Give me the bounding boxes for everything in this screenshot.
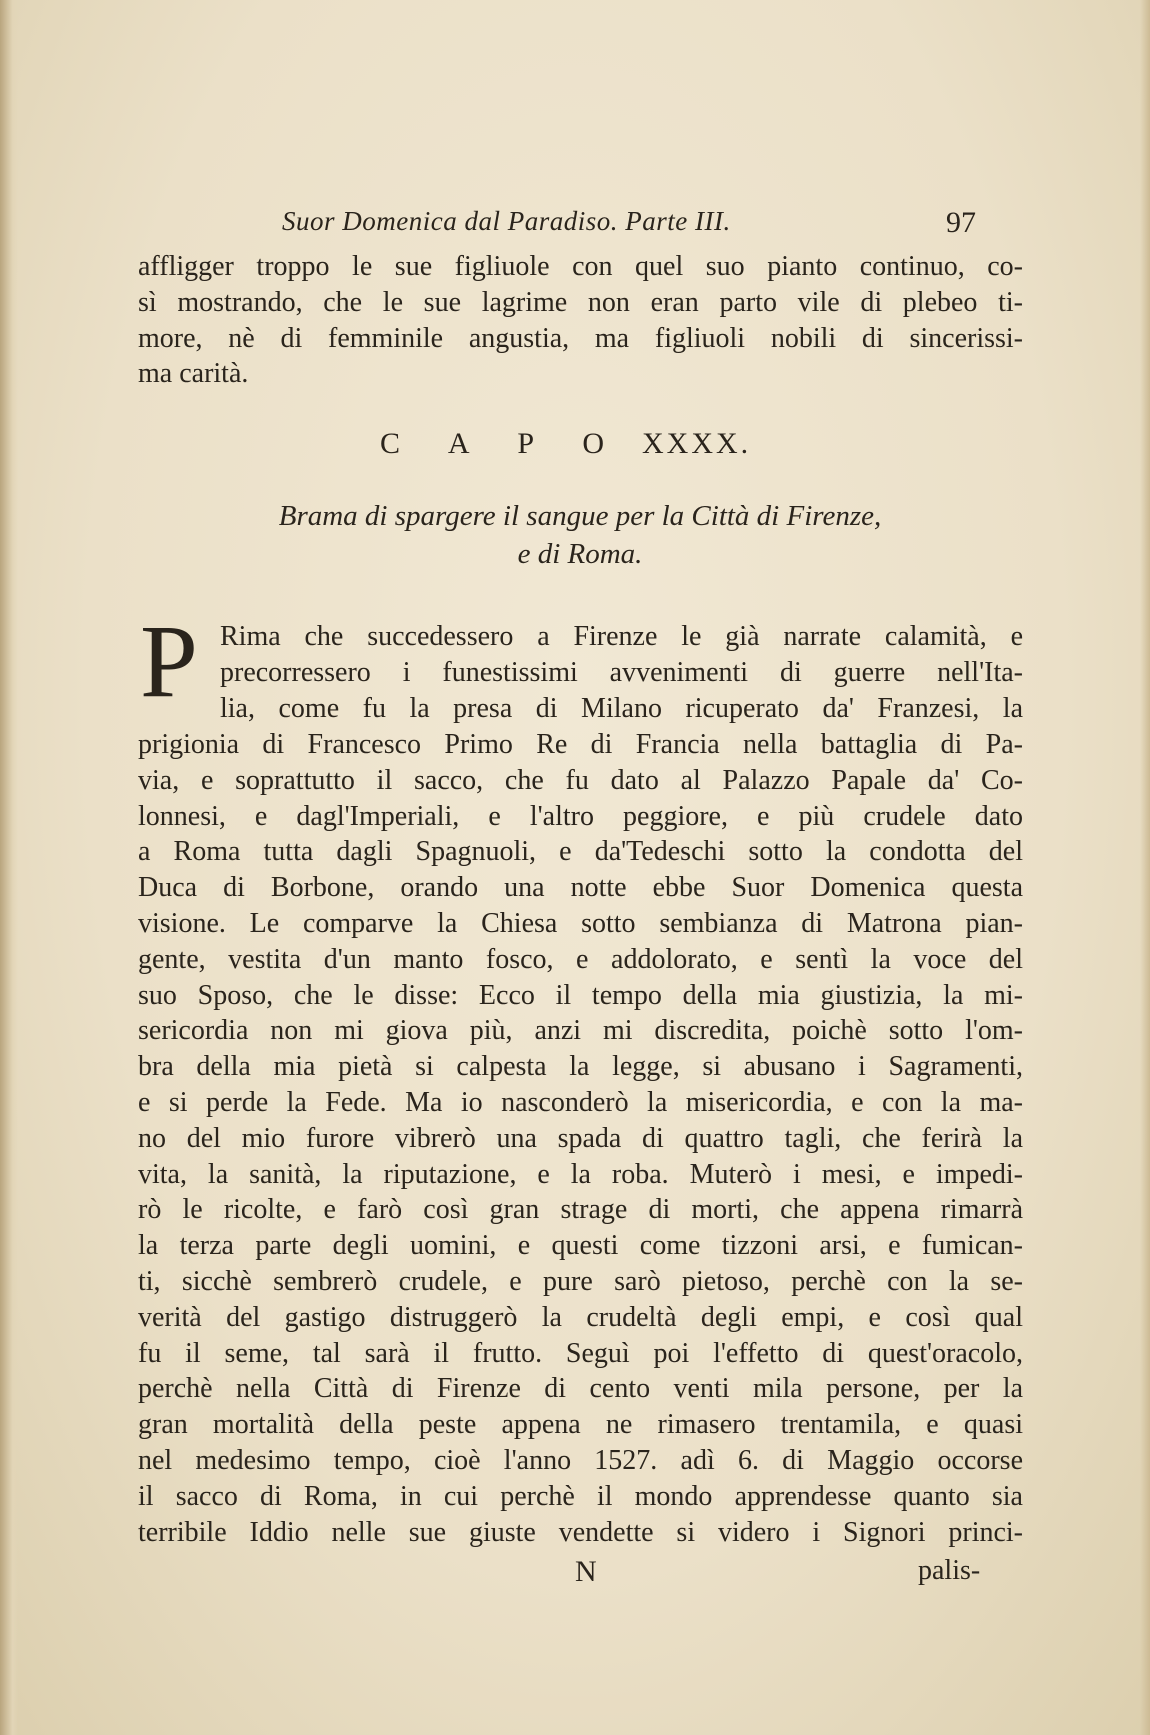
text-line: Rima che succedessero a Firenze le già narrate calamità, e: [220, 621, 1023, 652]
text-line: ti, sicchè sembrerò crudele, e pure sarò pietoso, perchè con la se-: [138, 1265, 1023, 1297]
chapter-number: XXXX.: [642, 427, 752, 460]
text-line: e si perde la Fede. Ma io nasconderò la misericordia, e con la ma-: [138, 1086, 1023, 1118]
signature-mark: N: [575, 1555, 597, 1588]
text-line: Duca di Borbone, orando una notte ebbe Suor Domenica questa: [138, 872, 1023, 904]
text-line: verità del gastigo distruggerò la crudeltà degli empi, e così qual: [138, 1301, 1023, 1333]
text-line: gran mortalità della peste appena ne rimasero trentamila, e quasi: [138, 1409, 1023, 1441]
text-line: ma carità.: [138, 358, 249, 390]
text-line: sericordia non mi giova più, anzi mi discredita, poichè sotto l'om-: [138, 1015, 1023, 1047]
text-line: fu il seme, tal sarà il frutto. Seguì poi l'effetto di quest'oracolo,: [138, 1337, 1023, 1369]
text-line: more, nè di femminile angustia, ma figliuoli nobili di sincerissi-: [138, 322, 1023, 354]
text-line: lia, come fu la presa di Milano ricuperato da' Franzesi, la: [220, 693, 1023, 724]
chapter-label: C A P O: [380, 427, 608, 460]
page-number: 97: [946, 206, 976, 239]
text-line: rò le ricolte, e farò così gran strage di morti, che appena rimarrà: [138, 1194, 1023, 1226]
text-line: sì mostrando, che le sue lagrime non eran parto vile di plebeo ti-: [138, 286, 1023, 318]
page-edge-right: [1140, 0, 1150, 1735]
text-line: via, e soprattutto il sacco, che fu dato al Palazzo Papale da' Co-: [138, 764, 1023, 796]
text-line: gente, vestita d'un manto fosco, e addolorato, e sentì la voce del: [138, 943, 1023, 975]
text-line: affligger troppo le sue figliuole con quel suo pianto continuo, co-: [138, 251, 1023, 282]
catchword: palis-: [918, 1555, 981, 1586]
text-line: perchè nella Città di Firenze di cento venti mila persone, per la: [138, 1373, 1023, 1405]
running-header: [140, 206, 1010, 246]
chapter-heading: [380, 427, 780, 467]
text-line: vita, la sanità, la riputazione, e la roba. Muterò i mesi, e impedi-: [138, 1158, 1023, 1190]
chapter-subtitle-line: Brama di spargere il sangue per la Città di Firenze,: [278, 500, 882, 532]
text-line: a Roma tutta dagli Spagnuoli, e da'Tedeschi sotto la condotta del: [138, 836, 1023, 868]
text-line: lonnesi, e dagl'Imperiali, e l'altro peggiore, e più crudele dato: [138, 800, 1023, 832]
chapter-subtitle-line: e di Roma.: [517, 538, 643, 570]
text-line: terribile Iddio nelle sue giuste vendette si videro i Signori princi-: [138, 1516, 1023, 1548]
page-edge-left: [0, 0, 18, 1735]
text-line: prigionia di Francesco Primo Re di Francia nella battaglia di Pa-: [138, 729, 1023, 760]
text-line: suo Sposo, che le disse: Ecco il tempo della mia giustizia, la mi-: [138, 979, 1023, 1011]
intro-paragraph: [138, 249, 1023, 392]
text-line: precorressero i funestissimi avvenimenti di guerre nell'Ita-: [220, 657, 1023, 688]
drop-cap: P: [140, 604, 198, 719]
body-paragraph: [138, 727, 1023, 1550]
running-title: Suor Domenica dal Paradiso. Parte III.: [282, 206, 731, 236]
text-line: no del mio furore vibrerò una spada di quattro tagli, che ferirà la: [138, 1122, 1023, 1154]
text-line: nel medesimo tempo, cioè l'anno 1527. adì 6. di Maggio occorse: [138, 1444, 1023, 1476]
text-line: visione. Le comparve la Chiesa sotto sembianza di Matrona pian-: [138, 907, 1023, 939]
text-line: il sacco di Roma, in cui perchè il mondo apprendesse quanto sia: [138, 1480, 1023, 1512]
text-line: bra della mia pietà si calpesta la legge, si abusano i Sagramenti,: [138, 1051, 1023, 1083]
text-line: la terza parte degli uomini, e questi come tizzoni arsi, e fumican-: [138, 1230, 1023, 1262]
